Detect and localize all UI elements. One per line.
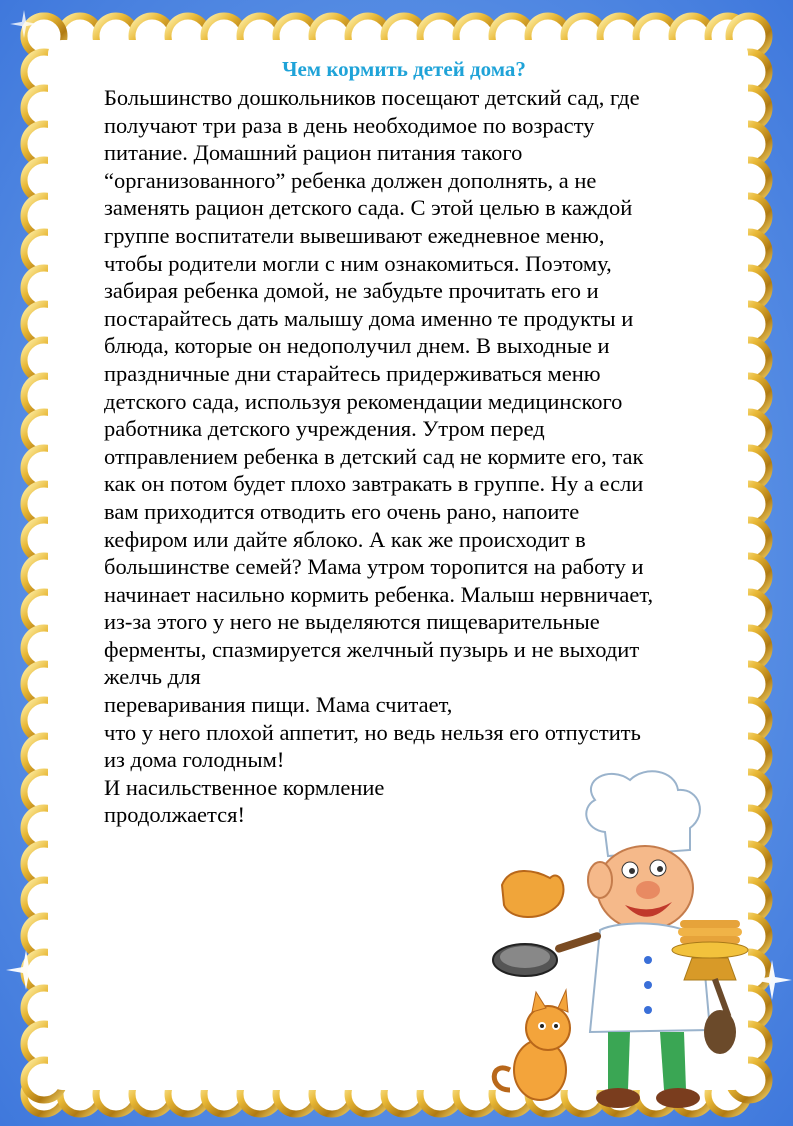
article-line: отправлением ребенка в детский сад не кормите его, так: [104, 443, 644, 469]
chef-illustration: [480, 770, 793, 1126]
article-body: [104, 84, 724, 829]
article-line: получают три раза в день необходимое по возрасту: [104, 112, 595, 138]
article-line: из-за этого у него не выделяются пищеварительные: [104, 609, 600, 635]
sparkle-icon: [10, 10, 38, 38]
article-line: из дома голодным!: [104, 747, 285, 773]
article-line: желчь для: [104, 664, 201, 690]
article-line: что у него плохой аппетит, но ведь нельзя его отпустить: [104, 719, 641, 745]
article-line: группе воспитатели вывешивают ежедневное меню,: [104, 222, 605, 248]
article-title: Чем кормить детей дома?: [282, 57, 526, 81]
article-line: детского сада, используя рекомендации медицинского: [104, 388, 623, 414]
article-line: И насильственное кормление: [104, 774, 385, 800]
article-line: переваривания пищи. Мама считает,: [104, 692, 453, 718]
article-line: Большинство дошкольников посещают детский сад, где: [104, 85, 640, 110]
article-line: вам приходится отводить его очень рано, напоите: [104, 498, 580, 524]
sparkle-icon: [6, 950, 46, 990]
article-line: начинает насильно кормить ребенка. Малыш нервничает,: [104, 581, 654, 607]
article-line: продолжается!: [104, 802, 245, 828]
article-line: забирая ребенка домой, не забудьте прочитать его и: [104, 278, 599, 304]
article-line: праздничные дни старайтесь придерживаться меню: [104, 360, 601, 386]
article-line: питание. Домашний рацион питания такого: [104, 140, 523, 166]
article: [104, 58, 724, 829]
article-line: “организованного” ребенка должен дополнять, а не: [104, 167, 597, 193]
article-line: работника детского учреждения. Утром перед: [104, 416, 545, 442]
article-line: постарайтесь дать малышу дома именно те продукты и: [104, 305, 634, 331]
article-line: большинстве семей? Мама утром торопится на работу и: [104, 554, 644, 580]
article-line: заменять рацион детского сада. С этой целью в каждой: [104, 195, 633, 221]
article-line: блюда, которые он недополучил днем. В выходные и: [104, 333, 610, 359]
article-line: кефиром или дайте яблоко. А как же происходит в: [104, 526, 586, 552]
article-line: чтобы родители могли с ним ознакомиться. Поэтому,: [104, 250, 612, 276]
article-line: ферменты, спазмируется желчный пузырь и не выходит: [104, 636, 640, 662]
article-line: как он потом будет плохо завтракать в группе. Ну а если: [104, 471, 644, 497]
